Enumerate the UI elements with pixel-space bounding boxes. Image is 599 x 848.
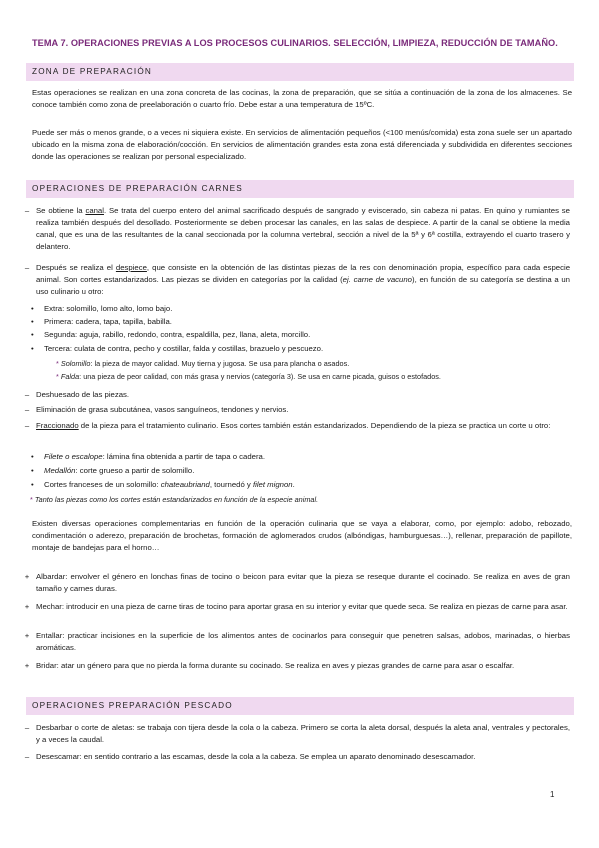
bullet-marker: • <box>31 466 34 475</box>
dash-marker: – <box>24 263 30 272</box>
term-canal: canal <box>85 206 104 215</box>
bullet-marker: • <box>31 480 34 489</box>
note-falda: * Falda: una pieza de peor calidad, con más grasa y nervios (categoría 3). Se usa en carne picada, guisos o estofados. <box>56 372 441 381</box>
note-solomillo: * Solomillo: la pieza de mayor calidad. Muy tierna y jugosa. Se usa para plancha o asados. <box>56 359 350 368</box>
term-fraccionado: Fraccionado <box>36 421 79 430</box>
cross-marker: + <box>24 661 30 670</box>
section-heading-carnes: OPERACIONES DE PREPARACIÓN CARNES <box>26 180 574 198</box>
list-item-bridar: + Bridar: atar un género para que no pierda la forma durante su cocinado. Se realiza en aves y piezas grandes de carne para asar o escalfar. <box>36 660 570 672</box>
corte-item: • Filete o escalope: lámina fina obtenida a partir de tapa o cadera. <box>44 451 564 463</box>
category-item: • Tercera: culata de contra, pecho y costillar, falda y costillas, brazuelo y pescuezo. <box>44 343 564 355</box>
cross-marker: + <box>24 602 30 611</box>
list-item-despiece: – Después se realiza el despiece, que consiste en la obtención de las distintas piezas de la res con denominación propia, específico para cada especie animal. Son cortes estandarizados. Las piezas se dividen en categorías por la calidad (ej. carne de vacuno), en función de su categoría se destina a un uso culinario u otro: <box>36 262 570 298</box>
dash-marker: – <box>24 421 30 430</box>
dash-marker: – <box>24 206 30 215</box>
list-item-grasa: – Eliminación de grasa subcutánea, vasos sanguíneos, tendones y nervios. <box>36 404 570 416</box>
note-standardized: * Tanto las piezas como los cortes están estandarizados en función de la especie animal. <box>30 495 319 504</box>
section-heading-pescado: OPERACIONES PREPARACIÓN PESCADO <box>26 697 574 715</box>
list-item-entallar: + Entallar: practicar incisiones en la superficie de los alimentos antes de cocinarlos para conseguir que penetren salsas, adobos, marinadas, o hierbas aromáticas. <box>36 630 570 654</box>
paragraph-complementarias: Existen diversas operaciones complementarias en función de la operación culinaria que se vaya a elaborar, como, por ejemplo: adobo, rebozado, condimentación o aderezo, preparación de brochetas, formación de aglomerados crudos (albóndigas, hamburguesas…), rellenar, preparación de papillote, montaje de bandejas para el horno… <box>32 519 572 553</box>
term-despiece: despiece <box>115 263 147 272</box>
dash-marker: – <box>24 752 30 761</box>
list-item-canal: – Se obtiene la canal. Se trata del cuerpo entero del animal sacrificado después de sangrado y eviscerado, sin cabeza ni patas. En quino y rumiantes se realiza también después del desollado. Posteriormente se deben procesar las canales, en las salas de despiece. A partir de la canal se obtiene la media canal, que es una de las resultantes de la canal seccionada por la columna vertebral, sección a nivel de la 5ª y 6ª costilla, extrayendo el cuarto trasero y delantero. <box>36 205 570 253</box>
list-item-albardar: + Albardar: envolver el género en lonchas finas de tocino o beicon para evitar que la pieza se reseque durante el cocinado. Se realiza en aves de gran tamaño y carnes duras. <box>36 571 570 595</box>
bullet-marker: • <box>31 344 34 353</box>
category-item: • Extra: solomillo, lomo alto, lomo bajo. <box>44 303 564 315</box>
category-item: • Segunda: aguja, rabillo, redondo, contra, espaldilla, pez, llana, aleta, morcillo. <box>44 329 564 341</box>
corte-item: • Cortes franceses de un solomillo: chateaubriand, tournedó y filet mignon. <box>44 479 564 491</box>
dash-marker: – <box>24 405 30 414</box>
section-heading-zona: ZONA DE PREPARACIÓN <box>26 63 574 81</box>
paragraph-zona-2: Puede ser más o menos grande, o a veces ni siquiera existe. En servicios de alimentación pequeños (<100 menús/comida) esta zona suele ser un apartado ubicado en la misma zona de elaboración/cocción. En servicios de alimentación grandes esta zona está diferenciada y subdividida en diferentes secciones donde las operaciones se realizan por personal especializado. <box>32 128 572 162</box>
bullet-marker: • <box>31 330 34 339</box>
cross-marker: + <box>24 631 30 640</box>
list-item-fraccionado: – Fraccionado de la pieza para el tratamiento culinario. Esos cortes también están estandarizados. Dependiendo de la pieza se practica un corte u otro: <box>36 420 570 432</box>
dash-marker: – <box>24 390 30 399</box>
list-item-desbarbar: – Desbarbar o corte de aletas: se trabaja con tijera desde la cola o la cabeza. Primero se corta la aleta dorsal, después la aleta anal, ventrales y pectorales, y a veces la caudal. <box>36 722 570 746</box>
list-item-desescamar: – Desescamar: en sentido contrario a las escamas, desde la cola a la cabeza. Se emplea un aparato denominado desescamador. <box>36 751 570 763</box>
category-item: • Primera: cadera, tapa, tapilla, babilla. <box>44 316 564 328</box>
page-number: 1 <box>550 790 555 799</box>
corte-item: • Medallón: corte grueso a partir de solomillo. <box>44 465 564 477</box>
bullet-marker: • <box>31 317 34 326</box>
list-item-mechar: + Mechar: introducir en una pieza de carne tiras de tocino para aportar grasa en su interior y evitar que quede seca. Se realiza en piezas de carne para asar. <box>36 601 570 613</box>
list-item-deshuesado: – Deshuesado de las piezas. <box>36 389 570 401</box>
bullet-marker: • <box>31 304 34 313</box>
cross-marker: + <box>24 572 30 581</box>
document-title: TEMA 7. OPERACIONES PREVIAS A LOS PROCESOS CULINARIOS. SELECCIÓN, LIMPIEZA, REDUCCIÓN DE TAMAÑO. <box>32 38 558 48</box>
bullet-marker: • <box>31 452 34 461</box>
dash-marker: – <box>24 723 30 732</box>
paragraph-zona-1: Estas operaciones se realizan en una zona concreta de las cocinas, la zona de preparación, que se sitúa a continuación de la zona de los almacenes. Se conoce también como zona de preelaboración o cuarto frío. Debe estar a una temperatura de 15ºC. <box>32 88 572 110</box>
